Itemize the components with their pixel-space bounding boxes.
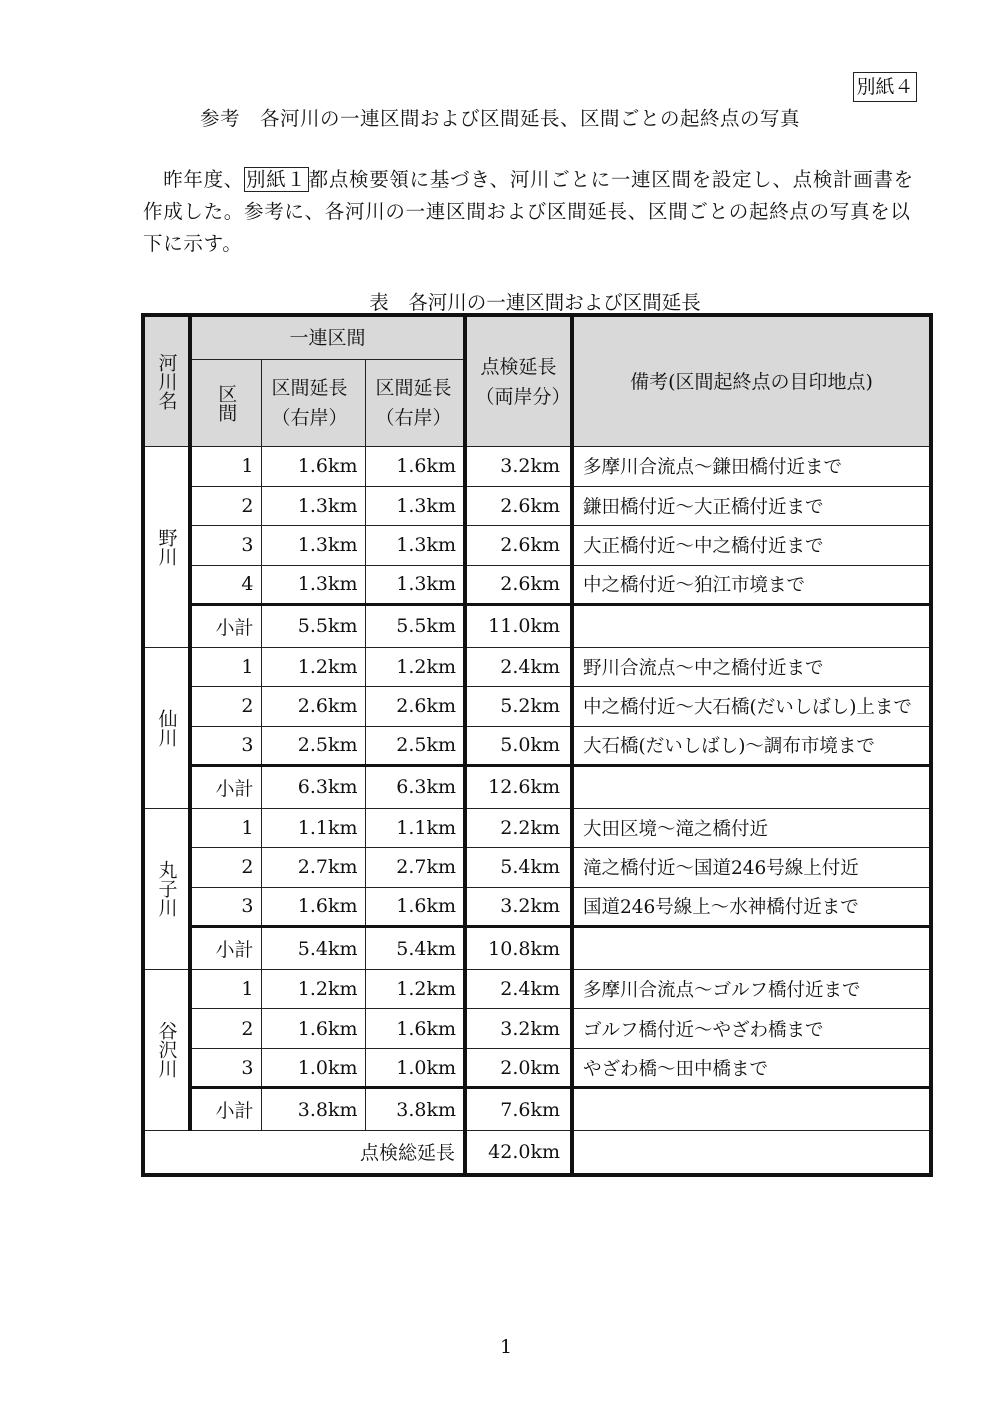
river-sections-table	[141, 313, 933, 1177]
page-title: 参考 各河川の一連区間および区間延長、区間ごとの起終点の写真	[199, 107, 800, 130]
header-river-name: 河川名	[143, 315, 190, 447]
remarks-cell: 鎌田橋付近～大正橋付近まで	[572, 486, 931, 526]
inspection-length: 3.2km	[465, 447, 572, 487]
paragraph-line-1-end: 都点検要領に基づき、河川ごとに一連区間を設定し、点検計画書を	[308, 168, 914, 191]
table-row	[143, 1009, 931, 1049]
section-length-a: 1.2km	[261, 647, 365, 687]
subtotal-length-b: 5.4km	[365, 927, 465, 970]
section-length-a: 1.0km	[261, 1048, 365, 1088]
table-row	[143, 526, 931, 566]
remarks-cell: 大正橋付近～中之橋付近まで	[572, 526, 931, 566]
subtotal-remarks	[572, 605, 931, 648]
section-number: 1	[190, 447, 261, 487]
section-length-a: 2.5km	[261, 726, 365, 766]
table-caption: 表 各河川の一連区間および区間延長	[369, 291, 701, 314]
section-number: 2	[190, 687, 261, 727]
inspection-length: 2.2km	[465, 808, 572, 848]
inspection-length: 3.2km	[465, 1009, 572, 1049]
subtotal-length-a: 5.5km	[261, 605, 365, 648]
attachment-reference: 別紙１	[246, 168, 307, 191]
intro-paragraph	[143, 164, 923, 260]
inspection-length: 5.0km	[465, 726, 572, 766]
section-number: 2	[190, 1009, 261, 1049]
inspection-length: 5.4km	[465, 848, 572, 888]
subtotal-row	[143, 927, 931, 970]
inspection-length: 2.6km	[465, 486, 572, 526]
table-row	[143, 726, 931, 766]
subtotal-row	[143, 1088, 931, 1131]
section-length-a: 1.6km	[261, 447, 365, 487]
inspection-length: 2.0km	[465, 1048, 572, 1088]
section-length-b: 1.6km	[365, 447, 465, 487]
subtotal-row	[143, 605, 931, 648]
section-length-b: 1.6km	[365, 1009, 465, 1049]
section-length-a: 2.7km	[261, 848, 365, 888]
section-length-b: 2.6km	[365, 687, 465, 727]
subtotal-length-a: 6.3km	[261, 766, 365, 809]
subtotal-length-b: 3.8km	[365, 1088, 465, 1131]
table-row	[143, 887, 931, 927]
table-row	[143, 848, 931, 888]
remarks-cell: 中之橋付近～大石橋(だいしばし)上まで	[572, 687, 931, 727]
subtotal-label: 小計	[190, 927, 261, 970]
section-number: 2	[190, 848, 261, 888]
header-section: 区間	[190, 360, 261, 447]
section-length-b: 1.3km	[365, 526, 465, 566]
section-length-a: 1.1km	[261, 808, 365, 848]
section-number: 3	[190, 1048, 261, 1088]
subtotal-inspection: 10.8km	[465, 927, 572, 970]
remarks-cell: 多摩川合流点～鎌田橋付近まで	[572, 447, 931, 487]
subtotal-length-b: 5.5km	[365, 605, 465, 648]
inspection-length: 2.4km	[465, 647, 572, 687]
section-length-b: 1.2km	[365, 969, 465, 1009]
paragraph-line-3: 下に示す。	[143, 232, 243, 255]
river-name-cell: 野川	[143, 447, 190, 648]
subtotal-label: 小計	[190, 766, 261, 809]
header-inspection-length: 点検延長（両岸分）	[465, 315, 572, 447]
section-length-a: 1.6km	[261, 1009, 365, 1049]
remarks-cell: 大田区境～滝之橋付近	[572, 808, 931, 848]
total-remarks	[572, 1130, 931, 1175]
section-number: 2	[190, 486, 261, 526]
section-number: 4	[190, 565, 261, 605]
total-inspection: 42.0km	[465, 1130, 572, 1175]
section-number: 3	[190, 526, 261, 566]
total-label: 点検総延長	[143, 1130, 465, 1175]
inspection-length: 2.4km	[465, 969, 572, 1009]
remarks-cell: やざわ橋～田中橋まで	[572, 1048, 931, 1088]
section-length-a: 1.3km	[261, 565, 365, 605]
paragraph-line-1-start: 昨年度、	[163, 168, 245, 191]
remarks-cell: ゴルフ橋付近～やざわ橋まで	[572, 1009, 931, 1049]
section-length-a: 1.2km	[261, 969, 365, 1009]
section-length-b: 2.7km	[365, 848, 465, 888]
subtotal-row	[143, 766, 931, 809]
table-row	[143, 486, 931, 526]
inspection-length: 2.6km	[465, 565, 572, 605]
section-length-b: 1.3km	[365, 565, 465, 605]
section-number: 1	[190, 969, 261, 1009]
subtotal-length-b: 6.3km	[365, 766, 465, 809]
table-row	[143, 969, 931, 1009]
table-row	[143, 687, 931, 727]
subtotal-remarks	[572, 766, 931, 809]
section-number: 1	[190, 808, 261, 848]
section-length-b: 1.1km	[365, 808, 465, 848]
subtotal-remarks	[572, 1088, 931, 1131]
river-name-cell: 丸子川	[143, 808, 190, 969]
attachment-label: 別紙４	[853, 72, 917, 102]
section-length-a: 1.6km	[261, 887, 365, 927]
header-length-right-2: 区間延長（右岸）	[365, 360, 465, 447]
section-length-b: 1.0km	[365, 1048, 465, 1088]
paragraph-line-1	[143, 164, 923, 196]
header-continuous-section: 一連区間	[190, 315, 465, 360]
subtotal-inspection: 11.0km	[465, 605, 572, 648]
subtotal-length-a: 5.4km	[261, 927, 365, 970]
section-number: 1	[190, 647, 261, 687]
remarks-cell: 多摩川合流点～ゴルフ橋付近まで	[572, 969, 931, 1009]
header-length-right-1: 区間延長（右岸）	[261, 360, 365, 447]
subtotal-inspection: 7.6km	[465, 1088, 572, 1131]
section-length-b: 1.6km	[365, 887, 465, 927]
remarks-cell: 滝之橋付近～国道246号線上付近	[572, 848, 931, 888]
table-row	[143, 1048, 931, 1088]
remarks-cell: 中之橋付近～狛江市境まで	[572, 565, 931, 605]
table-row	[143, 808, 931, 848]
river-name-cell: 谷沢川	[143, 969, 190, 1130]
subtotal-inspection: 12.6km	[465, 766, 572, 809]
section-length-a: 1.3km	[261, 526, 365, 566]
table-row	[143, 647, 931, 687]
section-length-b: 2.5km	[365, 726, 465, 766]
section-length-a: 2.6km	[261, 687, 365, 727]
section-length-b: 1.2km	[365, 647, 465, 687]
page-number: 1	[499, 1336, 513, 1358]
table-row	[143, 447, 931, 487]
river-name-cell: 仙川	[143, 647, 190, 808]
remarks-cell: 大石橋(だいしばし)～調布市境まで	[572, 726, 931, 766]
total-row	[143, 1130, 931, 1175]
subtotal-label: 小計	[190, 1088, 261, 1131]
header-remarks: 備考(区間起終点の目印地点)	[572, 315, 931, 447]
inspection-length: 2.6km	[465, 526, 572, 566]
section-number: 3	[190, 887, 261, 927]
subtotal-label: 小計	[190, 605, 261, 648]
inspection-length: 5.2km	[465, 687, 572, 727]
subtotal-remarks	[572, 927, 931, 970]
section-number: 3	[190, 726, 261, 766]
paragraph-line-2: 作成した。参考に、各河川の一連区間および区間延長、区間ごとの起終点の写真を以	[143, 200, 911, 223]
section-length-b: 1.3km	[365, 486, 465, 526]
section-length-a: 1.3km	[261, 486, 365, 526]
subtotal-length-a: 3.8km	[261, 1088, 365, 1131]
remarks-cell: 野川合流点～中之橋付近まで	[572, 647, 931, 687]
remarks-cell: 国道246号線上～水神橋付近まで	[572, 887, 931, 927]
inspection-length: 3.2km	[465, 887, 572, 927]
table-row	[143, 565, 931, 605]
